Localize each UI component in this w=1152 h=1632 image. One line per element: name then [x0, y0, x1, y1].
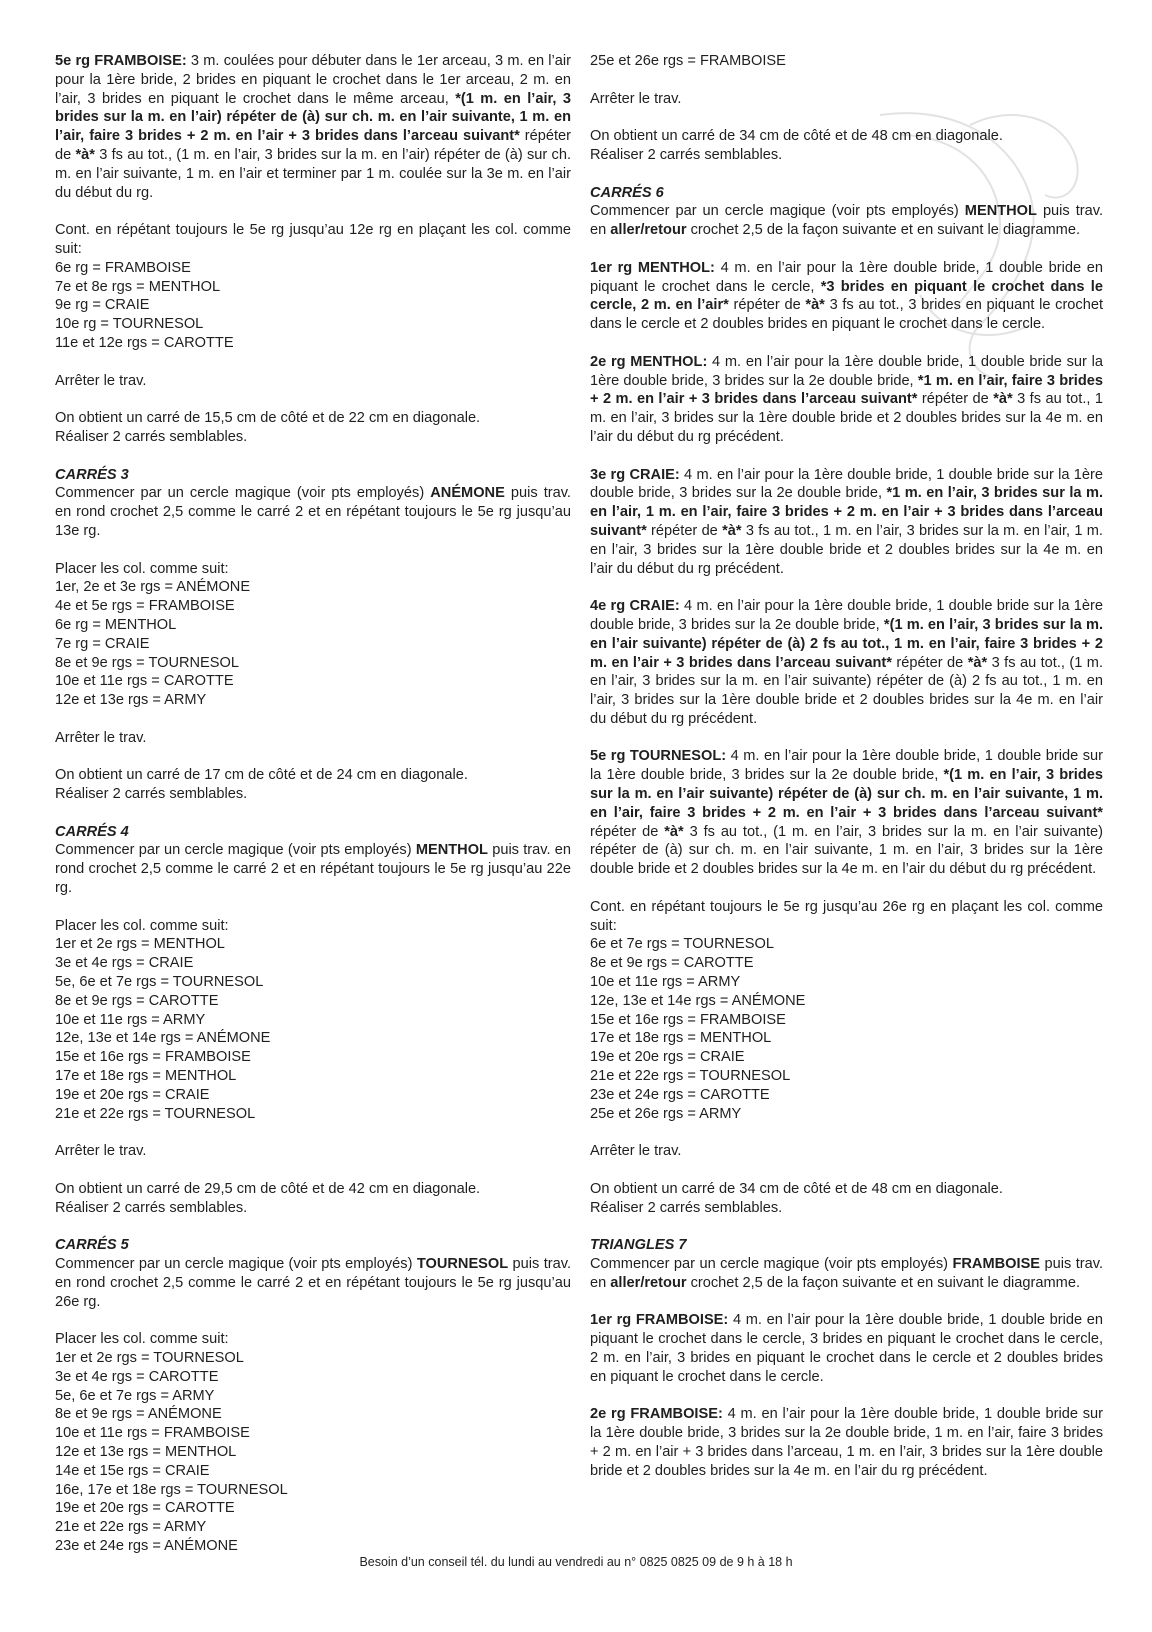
bold-text: ANÉMONE: [430, 485, 505, 502]
list-item: 25e et 26e rgs = ARMY: [590, 1105, 742, 1122]
text-run: crochet 2,5 de la façon suivante et en suivant le diagramme.: [686, 1274, 1080, 1291]
bold-text: *3 brides en piquant le crochet dans le cercle, 2 m. en l’air*: [590, 278, 1103, 314]
section-title: CARRÉS 3: [55, 466, 129, 483]
list-item: 15e et 16e rgs = FRAMBOISE: [55, 1049, 251, 1066]
paragraph: [55, 221, 571, 259]
result-lines: [55, 766, 571, 804]
text-run: 4 m. en l’air pour la 1ère double bride, 1 double bride sur la 1ère double bride, 3 brides sur la 2e double bride, 1 m. en l’air, faire 3 brides + 2 m. en l’air + 3 brides dans l’arceau, 1 m. en l’air, 3 brides sur la 1ère double bride et 2 doubles brides sur la 4e m. en l’air du rg précédent.: [590, 1406, 1103, 1479]
text-run: 3 m. coulées pour débuter dans le 1er arceau, 3 m. en l’air pour la 1ère bride, 2 brides en piquant le crochet dans le 1er arceau, 2 m. en l’air, 3 brides en piquant le crochet dans le même arceau,: [55, 53, 571, 107]
list-item: 1er, 2e et 3e rgs = ANÉMONE: [55, 579, 251, 596]
list-item: 19e et 20e rgs = CRAIE: [55, 1086, 210, 1103]
section-title: CARRÉS 6: [590, 184, 664, 201]
bold-text: aller/retour: [610, 1274, 687, 1291]
text-run: 3 fs au tot., (1 m. en l’air, 3 brides sur la m. en l’air suivante) répéter de (à) sur ch. m. en l’air suivante, 1 m. en l’air, 3 brides sur la 1ère double bride et 2 doubles brides sur la 4e m. en l’air du début du rg précédent.: [590, 823, 1103, 878]
text-run: répéter de: [917, 391, 994, 408]
bold-text: TOURNESOL: [416, 1256, 509, 1272]
list-item: 12e et 13e rgs = MENTHOL: [55, 1443, 237, 1460]
paragraph: [55, 560, 571, 579]
paragraph: [590, 52, 1103, 71]
text-run: 4 m. en l’air pour la 1ère double bride, 1 double bride sur la 1ère double bride, 3 brides sur la 2e double bride,: [590, 748, 1104, 784]
list-item: 5e, 6e et 7e rgs = ARMY: [55, 1387, 215, 1404]
color-list: [55, 259, 571, 353]
paragraph: [590, 1142, 1103, 1161]
paragraph: [590, 747, 1103, 879]
text-run: puis trav. en rond crochet 2,5 comme le carré 2 et en répétant toujours le 5e rg jusqu’au 26e rg.: [55, 1256, 571, 1310]
bold-text: *à*: [664, 823, 684, 840]
paragraph: [55, 1330, 571, 1349]
paragraph: [55, 729, 571, 748]
list-item: 7e rg = CRAIE: [55, 635, 150, 652]
text-run: répéter de: [646, 522, 723, 539]
bold-text: *(1 m. en l’air, 3 brides sur la m. en l’air suivante) répéter de (à) 2 fs au tot., 1 m. en l’air, faire 3 brides + 2 m. en l’air + 3 brides dans l’arceau suivant*: [590, 616, 1103, 671]
color-list: [55, 935, 571, 1123]
text-run: 4 m. en l’air pour la 1ère double bride, 1 double bride en piquant le crochet dans le cercle, 3 brides en piquant le crochet dans le cercle, 2 m. en l’air, 3 brides en piquant le crochet dans le cercle et 2 doubles brides en piquant le crochet dans le cercle.: [590, 1312, 1103, 1385]
bold-text: *à*: [967, 654, 988, 671]
bold-text: 1er rg MENTHOL:: [590, 259, 715, 276]
result-lines: [55, 1180, 571, 1218]
color-list: [55, 1349, 571, 1556]
text-run: Commencer par un cercle magique (voir pts employés): [590, 203, 965, 220]
text-run: 4 m. en l’air pour la 1ère double bride, 1 double bride en piquant le crochet dans le cercle,: [590, 259, 1103, 295]
list-item: 12e, 13e et 14e rgs = ANÉMONE: [590, 992, 806, 1009]
text-run: Placer les col. comme suit:: [55, 1331, 229, 1348]
bold-text: *(1 m. en l’air, 3 brides sur la m. en l’air suivante) répéter de (à) sur ch. m. en l’air suivante, 1 m. en l’air, faire 3 brides + 2 m. en l’air + 3 brides dans l’arceau suivant*: [590, 767, 1103, 821]
list-item: 14e et 15e rgs = CRAIE: [55, 1462, 210, 1479]
bold-text: 2e rg MENTHOL:: [590, 353, 708, 370]
list-item: 11e et 12e rgs = CAROTTE: [55, 334, 234, 351]
list-item: 6e rg = MENTHOL: [55, 616, 177, 633]
list-item: 10e et 11e rgs = FRAMBOISE: [55, 1425, 250, 1442]
bold-text: *à*: [993, 391, 1013, 408]
list-item: On obtient un carré de 34 cm de côté et de 48 cm en diagonale.: [590, 1180, 1003, 1197]
list-item: 19e et 20e rgs = CRAIE: [590, 1049, 745, 1066]
paragraph: [55, 372, 571, 391]
list-item: 10e rg = TOURNESOL: [55, 316, 204, 333]
bold-text: MENTHOL: [415, 842, 488, 859]
text-run: 3 fs au tot., 3 brides en piquant le crochet dans le cercle et 2 doubles brides en piquant le crochet dans le cercle.: [590, 297, 1103, 333]
bold-text: *à*: [722, 522, 742, 539]
color-list: [590, 935, 1103, 1123]
bold-text: 1er rg FRAMBOISE:: [590, 1312, 729, 1329]
text-run: puis trav. en: [590, 1256, 1103, 1291]
list-item: 23e et 24e rgs = CAROTTE: [590, 1086, 770, 1103]
bold-text: FRAMBOISE: [952, 1256, 1041, 1272]
paragraph: [55, 841, 571, 897]
list-item: Réaliser 2 carrés semblables.: [55, 786, 248, 803]
text-run: Cont. en répétant toujours le 5e rg jusqu’au 26e rg en plaçant les col. comme suit:: [590, 898, 1103, 934]
text-run: Commencer par un cercle magique (voir pts employés): [590, 1256, 953, 1272]
text-run: 4 m. en l’air pour la 1ère double bride, 1 double bride sur la 1ère double bride, 3 brides sur la 2e double bride,: [590, 598, 1103, 633]
list-item: 3e et 4e rgs = CRAIE: [55, 955, 194, 972]
list-item: 21e et 22e rgs = ARMY: [55, 1519, 207, 1536]
text-run: Arrêter le trav.: [55, 729, 147, 746]
paragraph: [590, 466, 1103, 579]
text-run: répéter de: [891, 654, 968, 671]
bold-text: 2e rg FRAMBOISE:: [590, 1406, 723, 1423]
footer-help-line: Besoin d’un conseil tél. du lundi au vendredi au n° 0825 0825 09 de 9 h à 18 h: [359, 1555, 793, 1569]
paragraph: [55, 1255, 571, 1311]
text-run: puis trav. en rond crochet 2,5 comme le carré 2 et en répétant toujours le 5e rg jusqu’au 22e rg.: [55, 842, 571, 897]
bold-text: *1 m. en l’air, faire 3 brides + 2 m. en l’air + 3 brides dans l’arceau suivant*: [590, 372, 1103, 408]
text-run: Commencer par un cercle magique (voir pts employés): [55, 842, 416, 859]
bold-text: MENTHOL: [964, 203, 1037, 220]
paragraph: [55, 917, 571, 936]
paragraph: [590, 1405, 1103, 1480]
list-item: 9e rg = CRAIE: [55, 297, 150, 314]
section-title: CARRÉS 4: [55, 823, 129, 840]
bold-text: 3e rg CRAIE:: [590, 466, 680, 483]
paragraph: [590, 1255, 1103, 1293]
text-run: 25e et 26e rgs = FRAMBOISE: [590, 53, 786, 69]
list-item: 21e et 22e rgs = TOURNESOL: [55, 1105, 256, 1122]
list-item: 6e rg = FRAMBOISE: [55, 259, 191, 276]
section-title: CARRÉS 5: [55, 1237, 129, 1254]
text-run: répéter de: [590, 823, 665, 840]
right-column: [590, 52, 1103, 1481]
list-item: 16e, 17e et 18e rgs = TOURNESOL: [55, 1481, 288, 1498]
list-item: Réaliser 2 carrés semblables.: [55, 428, 248, 445]
list-item: Réaliser 2 carrés semblables.: [55, 1199, 248, 1216]
list-item: 8e et 9e rgs = CAROTTE: [590, 955, 754, 972]
list-item: 6e et 7e rgs = TOURNESOL: [590, 936, 774, 953]
bold-text: 5e rg TOURNESOL:: [590, 748, 727, 765]
paragraph: [590, 898, 1103, 936]
text-run: Commencer par un cercle magique (voir pts employés): [55, 485, 431, 502]
list-item: 19e et 20e rgs = CAROTTE: [55, 1500, 235, 1517]
list-item: 8e et 9e rgs = ANÉMONE: [55, 1406, 222, 1423]
text-run: 3 fs au tot., (1 m. en l’air, 3 brides sur la m. en l’air suivante) répéter de (à) 2 fs au tot., 1 m. en l’air, 3 brides sur la 1ère double bride et 2 doubles brides sur la 4e m. en l’air du début du rg précédent.: [590, 654, 1103, 727]
list-item: On obtient un carré de 29,5 cm de côté et de 42 cm en diagonale.: [55, 1180, 481, 1197]
list-item: 8e et 9e rgs = CAROTTE: [55, 992, 219, 1009]
text-run: Arrêter le trav.: [55, 372, 147, 389]
text-run: 3 fs au tot., (1 m. en l’air, 3 brides sur la m. en l’air) répéter de (à) sur ch. m. en l’air suivante, 1 m. en l’air et terminer par 1 m. coulée sur la 3e m. en l’air du début du rg.: [55, 146, 571, 201]
result-lines: [590, 1180, 1103, 1218]
text-run: 4 m. en l’air pour la 1ère double bride, 1 double bride sur la 1ère double bride, 3 brides sur la 2e double bride,: [590, 353, 1103, 389]
color-list: [55, 578, 571, 710]
paragraph: [590, 597, 1103, 729]
list-item: 5e, 6e et 7e rgs = TOURNESOL: [55, 974, 264, 991]
left-column: [55, 52, 571, 1556]
text-run: 3 fs au tot., 1 m. en l’air, 3 brides sur la m. en l’air, 1 m. en l’air, 3 brides sur la 1ère double bride et 2 doubles brides sur la 4e m. en l’air du début du rg précédent.: [590, 522, 1103, 577]
list-item: 10e et 11e rgs = ARMY: [590, 974, 741, 991]
text-run: Arrêter le trav.: [590, 90, 682, 107]
bold-text: 5e rg FRAMBOISE:: [55, 53, 187, 69]
list-item: 4e et 5e rgs = FRAMBOISE: [55, 598, 235, 615]
text-run: Arrêter le trav.: [590, 1143, 682, 1160]
text-run: Placer les col. comme suit:: [55, 560, 229, 577]
bold-text: *(1 m. en l’air, 3 brides sur la m. en l’air) répéter de (à) sur ch. m. en l’air suivante, 1 m. en l’air, faire 3 brides + 2 m. en l’air + 3 brides dans l’arceau suivant*: [55, 90, 571, 145]
result-lines: [55, 409, 571, 447]
list-item: 10e et 11e rgs = ARMY: [55, 1011, 206, 1028]
list-item: 3e et 4e rgs = CAROTTE: [55, 1368, 219, 1385]
list-item: 21e et 22e rgs = TOURNESOL: [590, 1068, 791, 1085]
list-item: 7e et 8e rgs = MENTHOL: [55, 278, 221, 295]
paragraph: [590, 1311, 1103, 1386]
text-run: crochet 2,5 de la façon suivante et en suivant le diagramme.: [686, 222, 1080, 239]
text-run: Cont. en répétant toujours le 5e rg jusqu’au 12e rg en plaçant les col. comme suit:: [55, 222, 571, 257]
list-item: 10e et 11e rgs = CAROTTE: [55, 673, 234, 690]
list-item: 1er et 2e rgs = MENTHOL: [55, 936, 225, 953]
text-run: 3 fs au tot., 1 m. en l’air, 3 brides sur la 1ère double bride et 2 doubles brides sur la 4e m. en l’air du début du rg précédent.: [590, 391, 1103, 445]
result-lines: [590, 127, 1103, 165]
list-item: 12e et 13e rgs = ARMY: [55, 692, 207, 709]
text-run: répéter de: [55, 128, 572, 163]
paragraph: [590, 353, 1103, 447]
bold-text: *à*: [805, 297, 825, 314]
bold-text: 4e rg CRAIE:: [590, 598, 680, 615]
list-item: 23e et 24e rgs = ANÉMONE: [55, 1537, 238, 1554]
text-run: Arrêter le trav.: [55, 1143, 147, 1160]
list-item: 17e et 18e rgs = MENTHOL: [55, 1068, 237, 1085]
list-item: 12e, 13e et 14e rgs = ANÉMONE: [55, 1030, 271, 1047]
list-item: On obtient un carré de 34 cm de côté et de 48 cm en diagonale.: [590, 128, 1003, 145]
list-item: 17e et 18e rgs = MENTHOL: [590, 1030, 772, 1047]
text-run: répéter de: [728, 297, 806, 314]
bold-text: aller/retour: [610, 222, 687, 239]
list-item: On obtient un carré de 15,5 cm de côté et de 22 cm en diagonale.: [55, 410, 481, 427]
list-item: Réaliser 2 carrés semblables.: [590, 1199, 783, 1216]
paragraph: [55, 52, 571, 202]
text-run: Placer les col. comme suit:: [55, 917, 229, 934]
section-title: TRIANGLES 7: [590, 1237, 687, 1254]
bold-text: *1 m. en l’air, 3 brides sur la m. en l’air, 1 m. en l’air, faire 3 brides + 2 m. en l’air + 3 brides dans l’arceau suivant*: [590, 485, 1104, 539]
paragraph: [590, 202, 1103, 240]
list-item: On obtient un carré de 17 cm de côté et de 24 cm en diagonale.: [55, 767, 468, 784]
list-item: 1er et 2e rgs = TOURNESOL: [55, 1349, 244, 1366]
text-run: puis trav. en rond crochet 2,5 comme le carré 2 et en répétant toujours le 5e rg jusqu’au 13e rg.: [55, 485, 571, 539]
text-run: puis trav. en: [590, 203, 1104, 239]
list-item: 8e et 9e rgs = TOURNESOL: [55, 654, 239, 671]
paragraph: [590, 90, 1103, 109]
paragraph: [55, 1142, 571, 1161]
paragraph: [55, 484, 571, 540]
list-item: 15e et 16e rgs = FRAMBOISE: [590, 1011, 786, 1028]
paragraph: [590, 259, 1103, 334]
text-run: Commencer par un cercle magique (voir pts employés): [55, 1256, 417, 1272]
bold-text: *à*: [75, 146, 95, 163]
list-item: Réaliser 2 carrés semblables.: [590, 146, 783, 163]
text-run: 4 m. en l’air pour la 1ère double bride, 1 double bride sur la 1ère double bride, 3 brides sur la 2e double bride,: [590, 466, 1103, 502]
